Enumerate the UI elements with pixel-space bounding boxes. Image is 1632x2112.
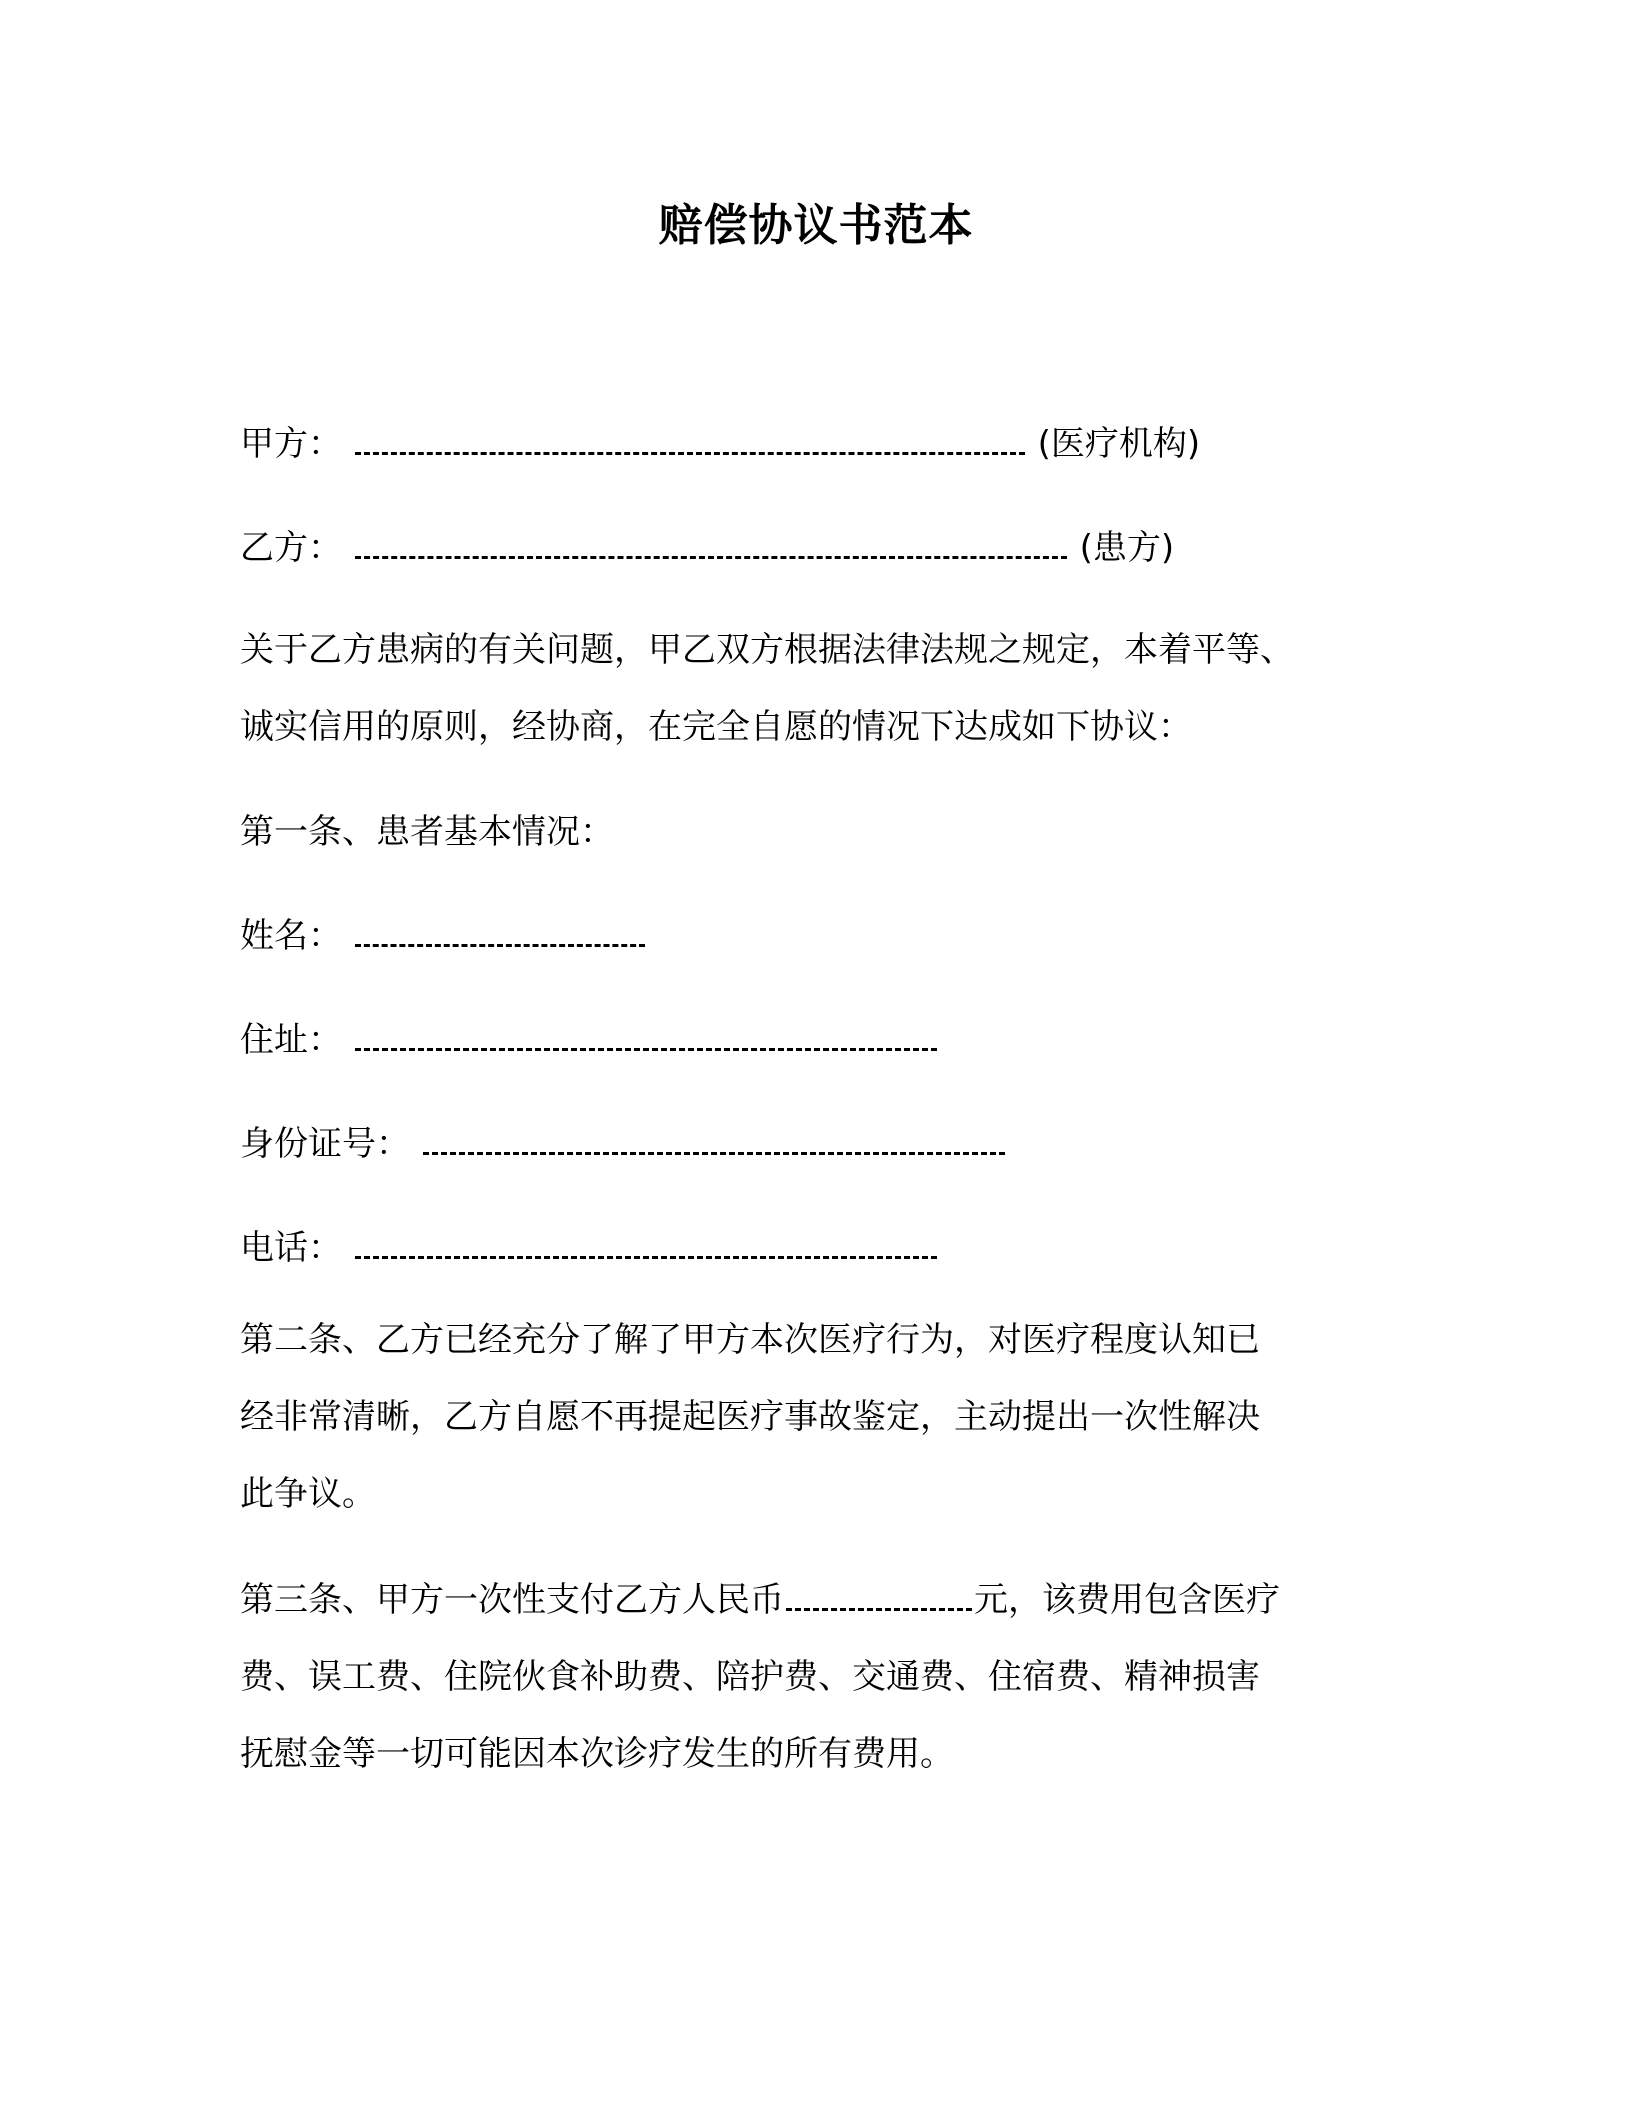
article2-paragraph	[240, 1302, 1390, 1533]
preamble-line: 诚实信用的原则，经协商，在完全自愿的情况下达成如下协议：	[240, 707, 1192, 747]
party-a-line	[240, 420, 1200, 468]
name-label: 姓名：	[240, 916, 342, 956]
document-title: 赔偿协议书范本	[658, 200, 974, 251]
name-blank[interactable]	[355, 914, 645, 947]
address-field-line	[240, 1016, 939, 1064]
phone-label: 电话：	[240, 1228, 342, 1268]
party-b-note: (患方)	[1079, 528, 1175, 568]
article3-line: 费、误工费、住院伙食补助费、陪护费、交通费、住宿费、精神损害	[240, 1657, 1260, 1697]
article2-line: 此争议。	[240, 1474, 376, 1514]
article3-line: 抚慰金等一切可能因本次诊疗发生的所有费用。	[240, 1734, 954, 1774]
id-number-field-line	[240, 1120, 1007, 1168]
article3-text-after: 元，该费用包含医疗	[974, 1580, 1280, 1620]
party-b-label: 乙方：	[240, 528, 342, 568]
article3-line	[240, 1562, 1390, 1639]
id-number-blank[interactable]	[423, 1122, 1005, 1155]
name-field-line	[240, 912, 647, 960]
id-number-label: 身份证号：	[240, 1124, 410, 1164]
phone-field-line	[240, 1224, 939, 1272]
amount-blank[interactable]	[786, 1578, 972, 1611]
address-blank[interactable]	[355, 1018, 937, 1051]
article2-line: 经非常清晰，乙方自愿不再提起医疗事故鉴定，主动提出一次性解决	[240, 1397, 1260, 1437]
article2-line: 第二条、乙方已经充分了解了甲方本次医疗行为，对医疗程度认知已	[240, 1320, 1260, 1360]
address-label: 住址：	[240, 1020, 342, 1060]
party-b-line	[240, 524, 1174, 572]
article3-paragraph	[240, 1562, 1390, 1793]
party-a-note: (医疗机构)	[1037, 424, 1201, 464]
party-a-blank[interactable]	[355, 422, 1025, 455]
preamble-paragraph	[240, 612, 1390, 766]
article1-heading: 第一条、患者基本情况：	[240, 812, 614, 852]
party-b-blank[interactable]	[355, 526, 1067, 559]
phone-blank[interactable]	[355, 1226, 937, 1259]
preamble-line: 关于乙方患病的有关问题，甲乙双方根据法律法规之规定，本着平等、	[240, 630, 1294, 670]
party-a-label: 甲方：	[240, 424, 342, 464]
article3-text-before: 第三条、甲方一次性支付乙方人民币	[240, 1580, 784, 1620]
